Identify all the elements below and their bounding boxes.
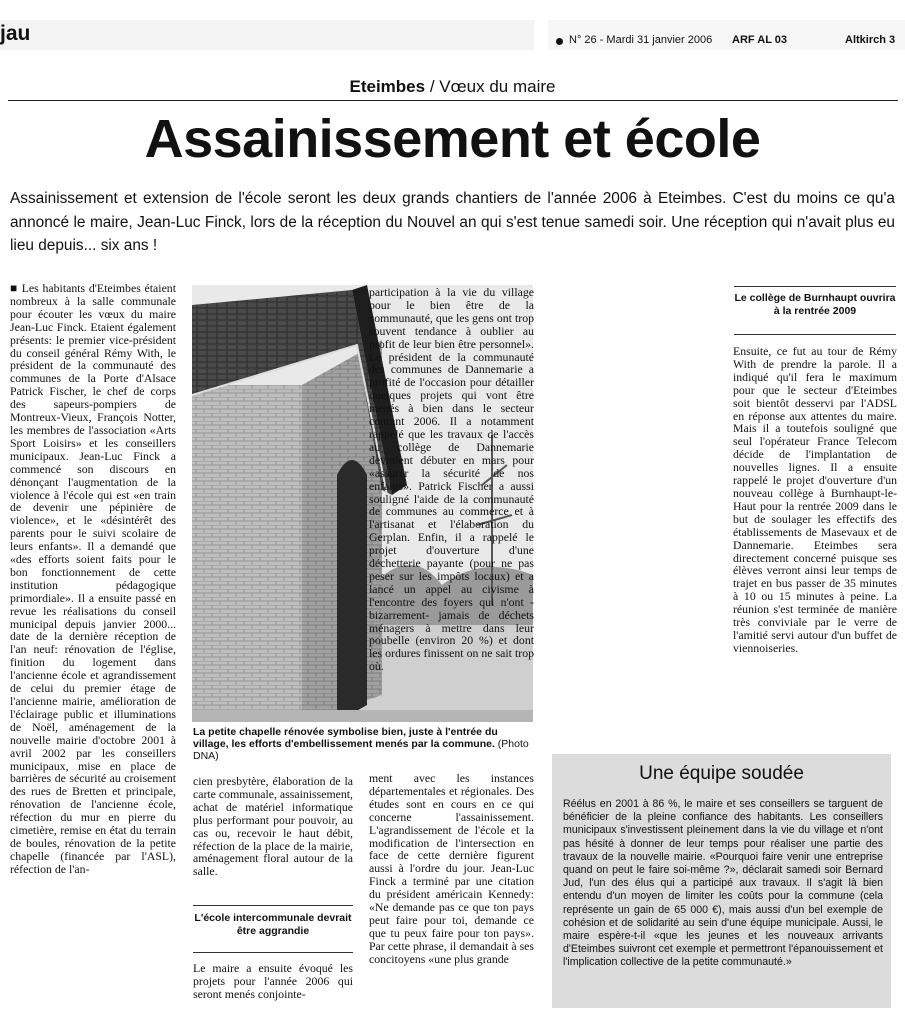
article-column-1: ■ Les habitants d'Eteimbes étaient nombreux à la salle communale pour écouter les vœux du maire Jean-Luc Finck. Etaient également présents: le premier vice-président du conseil général Rémy With, le président de la communauté des communes de la Porte d'Alsace Patrick Fischer, le chef de corps des sapeurs-pompiers de Montreux-Vieux, François Notter, les membres de l'association «Arts Sport Loisirs» et les conseillers municipaux. Jean-Luc Finck a commencé son discours en dénonçant l'augmentation de la violence à l'école qui est «en train de devenir une pépinière de violence», et le «désintérêt des parents pour le suivi scolaire de leurs enfants». Il a demandé que «des efforts soient faits pour le bon fonctionnement de cette institution pédagogique primordiale». Il a ensuite passé en revue les réalisations du conseil municipal depuis janvier 2000... date de la dernière réception de l'an neuf: rénovation de l'église, finition du logement dans l'ancienne école et agrandissement de celui du premier étage de l'ancienne mairie, amélioration de l'éclairage public et illuminations de Noël, aménagement de la nouvelle mairie d'octobre 2001 à avril 2002 par les conseillers municipaux, mise en place de barrières de sécurité au croisement des rues de Bretten et principale, rénovation de l'ancienne école, réfection du mur en pierre du cimetière, remise en état du terrain de boules, rénovation de la petite chapelle (financée par l'ASL), réfection de l'an- [10, 281, 176, 876]
subhead-rule-top [193, 905, 353, 906]
article-column-3-top: participation à la vie du village pour le bien être de la communauté, que les gens ont trop souvent tendance à oublier au profit de leur bien être personnel». Le président de la communauté des communes de Dannemarie a profité de l'occasion pour détailler quelques projets qui vont être menés à bien dans le secteur courant 2006. Il a notamment rappelé que les travaux de l'accès au collège de Dannemarie devraient débuter en mars pour «assurer la sécurité de nos enfants». Patrick Fischer a aussi souligné l'aide de la communauté de communes au commerce et à l'artisanat et l'élaboration du Gerplan. Enfin, il a rappelé le projet d'ouverture d'une déchetterie payante (pour ne pas peser sur les impôts locaux) et a lancé un appel au civisme à l'encontre des foyers qui n'ont -bizarrement- jamais de déchets ménagers à mettre dans leur poubelle (environ 20 %) et dont les ordures finissent on ne sait trop où. [369, 285, 534, 674]
page-label: Altkirch 3 [845, 34, 896, 46]
caption-text: La petite chapelle rénovée symbolise bien, juste à l'entrée du village, les efforts d'embellissement menés par la commune. [193, 726, 498, 750]
edition-code: ARF AL 03 [732, 34, 788, 46]
sidebar-title: Une équipe soudée [639, 763, 804, 784]
subhead-rule-bottom [193, 952, 353, 953]
subhead-college: Le collège de Burnhaupt ouvrira à la rentrée 2009 [734, 292, 896, 317]
header-fragment: jau [0, 22, 31, 45]
subhead-rule-bottom-2 [734, 334, 896, 335]
bullet-icon [556, 38, 563, 45]
subhead-ecole: L'école intercommunale devrait être aggrandie [194, 912, 352, 937]
kicker-place: Eteimbes [349, 77, 426, 96]
kicker [0, 77, 905, 97]
kicker-section: / Vœux du maire [429, 77, 556, 96]
issue-date: N° 26 - Mardi 31 janvier 2006 [569, 34, 713, 46]
article-column-3: ment avec les instances départementales et régionales. Des études sont en cours en ce qui concerne l'assainissement. L'agrandissement de l'école et la modification de l'intersection en face de cette dernière figurent aussi à l'ordre du jour. Jean-Luc Finck a terminé par une citation du président américain Kennedy: «Ne demande pas ce que ton pays peut faire pour toi, demande ce que tu peux faire pour ton pays». Par cette phrase, il demandait à ses concitoyens «une plus grande [369, 771, 534, 966]
lead-paragraph: Assainissement et extension de l'école seront les deux grands chantiers de l'année 2006 à Eteimbes. C'est du moins ce qu'a annoncé le maire, Jean-Luc Finck, lors de la réception du Nouvel an qui s'est tenue samedi soir. Une réception qui n'avait plus eu lieu depuis... six ans ! [10, 190, 895, 254]
divider [8, 100, 898, 101]
article-column-2: cien presbytère, élaboration de la carte communale, assainissement, achat de matériel informatique plus performant pour pouvoir, au cas ou, recevoir le haut débit, réfection de la place de la mairie, aménagement floral autour de la salle. [193, 774, 353, 879]
article-column-2b: Le maire a ensuite évoqué les projets pour l'année 2006 qui seront menés conjointe- [193, 961, 353, 1001]
photo-caption [193, 726, 534, 762]
header-band-left [0, 20, 534, 50]
headline: Assainissement et école [144, 109, 761, 169]
caption-credit: (Photo DNA) [193, 738, 529, 762]
article-column-4: Ensuite, ce fut au tour de Rémy With de prendre la parole. Il a indiqué qu'il fera le maximum pour que le secteur d'Eteimbes soit bientôt desservi par l'ADSL en réponse aux attentes du maire. Mais il a toutefois souligné que seul l'opérateur France Telecom décide de l'implantation de nouvelles lignes. Il a ensuite rappelé le projet d'ouverture d'un nouveau collège à Burnhaupt-le-Haut pour la rentrée 2009 dans le but de soulager les effectifs des établissements de Masevaux et de Dannemarie. Eteimbes sera directement concerné puisque ses élèves verront ainsi leur temps de trajet en bus passer de 35 minutes à 10 ou 15 minutes à peine. La réunion s'est terminée de manière très conviviale par le verre de l'amitié servi autour d'un buffet de viennoiseries. [733, 344, 897, 655]
sidebar-body: Réélus en 2001 à 86 %, le maire et ses conseillers se targuent de bénéficier de la pleine confiance des habitants. Les conseillers municipaux s'investissent pleinement dans la vie du village et n'ont pas hésité à donner de leur temps pour réaliser une partie des travaux de la nouvelle mairie. «Pourquoi faire venir une entreprise quand on peut le faire soi-même ?», déclarait samedi soir Bernard Jud, l'un des élus qui a participé aux travaux. Il s'agit là bien entendu d'un moyen de limiter les coûts pour la commune (cela représente un gain de 65 000 €), mais aussi d'un bel exemple de cohésion et de solidarité au sein d'une équipe municipale. Aussi, le maire espère-t-il «que les jeunes et les nouveaux arrivants d'Eteimbes suivront cet exemple et permettront l'épanouissement et l'implication collective de la petite communauté.» [563, 798, 883, 969]
